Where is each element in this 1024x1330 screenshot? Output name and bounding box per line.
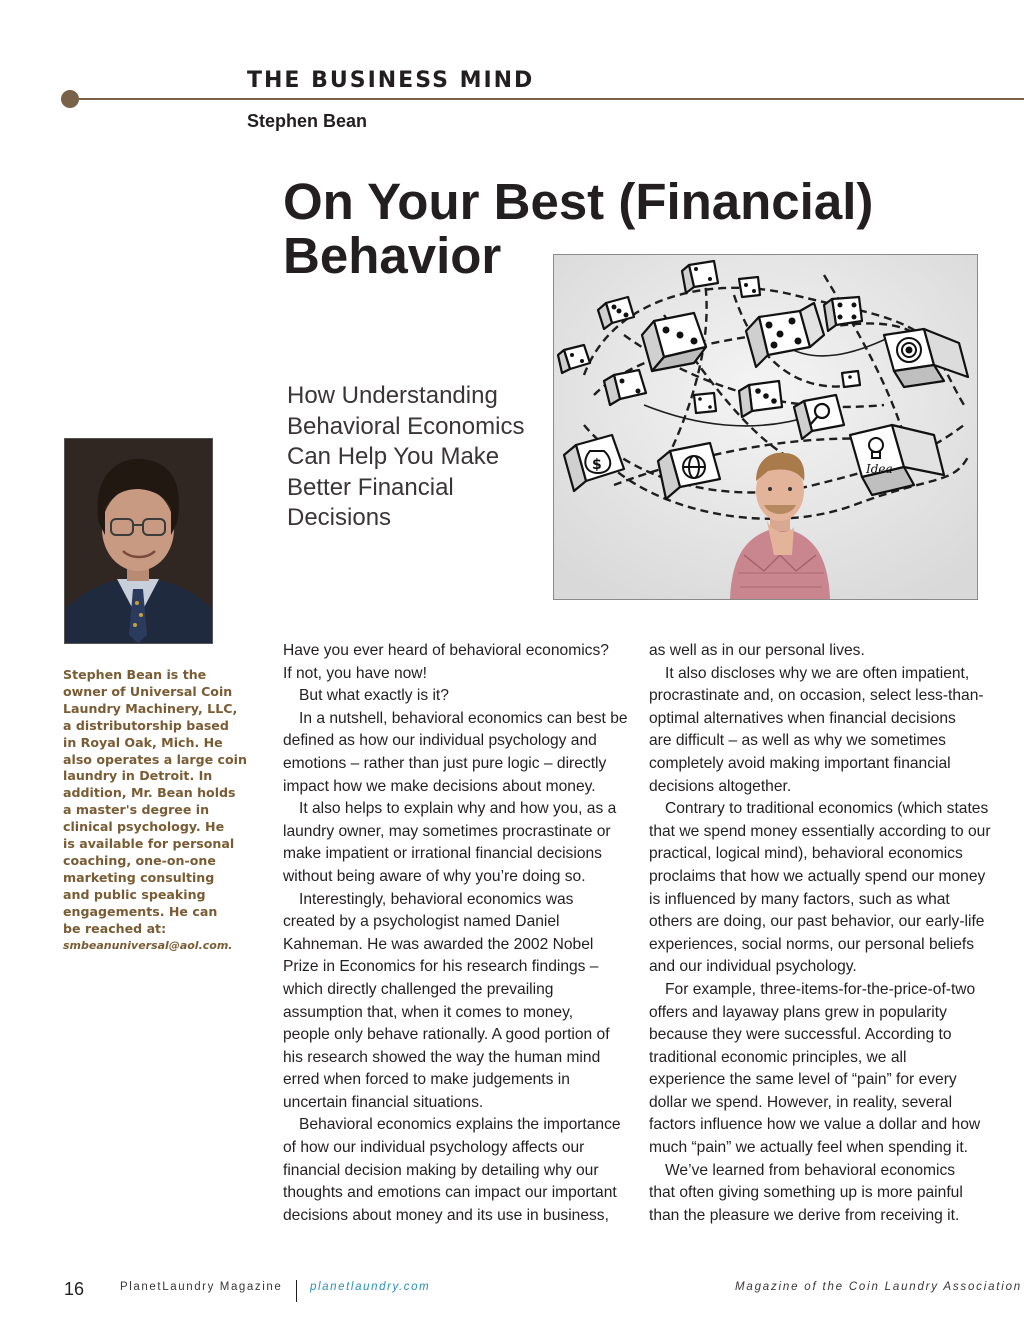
body-text-line: impact how we make decisions about money.: [283, 777, 596, 795]
body-text-line: because they were successful. According to: [649, 1026, 952, 1044]
bio-line: engagements. He can: [63, 903, 218, 919]
body-text-line: make impatient or irrational financial decisions: [283, 845, 602, 863]
author-photo: [64, 438, 213, 644]
body-text-line: But what exactly is it?: [299, 687, 449, 705]
subhead-line: How Understanding: [287, 382, 498, 409]
body-text-line: of how our individual psychology affects our: [283, 1139, 585, 1157]
section-title: THE BUSINESS MIND: [247, 68, 535, 93]
body-text-line: proclaims that how we actually spend our money: [649, 867, 986, 885]
body-text-line: If not, you have now!: [283, 664, 427, 682]
body-text-line: It also helps to explain why and how you, as a: [299, 800, 617, 818]
body-text-line: Behavioral economics explains the importance: [299, 1116, 621, 1134]
body-text-line: Contrary to traditional economics (which states: [665, 800, 989, 818]
body-text-line: which directly challenged the prevailing: [283, 980, 554, 998]
bio-line: Laundry Machinery, LLC,: [63, 700, 238, 716]
body-text-line: and our individual psychology.: [649, 958, 857, 976]
bio-line: coaching, one-on-one: [63, 852, 216, 868]
bio-line: laundry in Detroit. In: [63, 768, 213, 784]
body-text-line: uncertain financial situations.: [283, 1093, 484, 1111]
subhead-line: Decisions: [287, 504, 392, 531]
svg-text:$: $: [592, 457, 602, 473]
bio-line: is available for personal: [63, 836, 235, 852]
page-number: 16: [64, 1279, 85, 1299]
body-column-2: [649, 640, 989, 1227]
footer-association: Magazine of the Coin Laundry Association: [735, 1281, 1023, 1293]
illustration-idea-word: Idea: [866, 462, 893, 476]
bio-line: in Royal Oak, Mich. He: [63, 734, 223, 750]
body-text-line: completely avoid making important financial: [649, 754, 951, 772]
article-subhead: [287, 381, 547, 534]
author-email-link[interactable]: smbeanuniversal@aol.com.: [63, 938, 233, 952]
body-text-line: thoughts and emotions can impact our important: [283, 1184, 617, 1202]
body-text-line: others are doing, our past behavior, our early-life: [649, 913, 985, 931]
headline-line-2: Behavior: [283, 227, 502, 284]
footer-separator: [296, 1280, 297, 1302]
body-text-line: that often giving something up is more painful: [649, 1184, 963, 1202]
body-text-line: created by a psychologist named Daniel: [283, 913, 560, 931]
body-text-line: practical, logical mind), behavioral economics: [649, 845, 963, 863]
body-text-line: laundry owner, may sometimes procrastinate or: [283, 822, 611, 840]
subhead-line: Better Financial: [287, 473, 454, 501]
body-text-line: assumption that, when it comes to money,: [283, 1003, 574, 1021]
header-rule: [70, 98, 1024, 100]
author-name: Stephen Bean: [247, 111, 368, 131]
headline-line-1: On Your Best (Financial): [283, 173, 874, 230]
bio-line: marketing consulting: [63, 869, 215, 885]
body-text-line: We’ve learned from behavioral economics: [665, 1161, 956, 1179]
body-text-line: Have you ever heard of behavioral economics?: [283, 642, 609, 659]
header-rule-dot: [61, 90, 79, 108]
body-text-line: people only behave rationally. A good portion of: [283, 1026, 610, 1044]
body-text-line: than the pleasure we derive from receiving it.: [649, 1206, 960, 1224]
bio-line: a master's degree in: [63, 802, 210, 818]
body-text-line: It also discloses why we are often impatient,: [665, 664, 970, 682]
author-portrait-graphic: [65, 439, 212, 643]
bio-line: owner of Universal Coin: [63, 683, 233, 699]
body-text-line: experience the same level of “pain” for every: [649, 1071, 957, 1089]
body-text-line: Interestingly, behavioral economics was: [299, 890, 574, 908]
body-text-line: as well as in our personal lives.: [649, 642, 865, 659]
bio-line: a distributorship based: [63, 717, 229, 733]
body-text-line: procrastinate and, on occasion, select less-than-: [649, 687, 984, 705]
body-text-line: Prize in Economics for his research findings –: [283, 958, 599, 976]
article-illustration: [553, 254, 978, 600]
subhead-line: Can Help You Make: [287, 443, 500, 470]
bio-line: be reached at:: [63, 920, 167, 936]
body-text-line: emotions – rather than just pure logic – directly: [283, 754, 607, 772]
bio-line: and public speaking: [63, 886, 206, 902]
body-text-line: dollar we spend. However, in reality, several: [649, 1093, 953, 1111]
body-text-line: financial decision making by detailing why our: [283, 1161, 599, 1179]
bio-line: addition, Mr. Bean holds: [63, 785, 236, 801]
body-text-line: offers and layaway plans grew in popularity: [649, 1003, 947, 1021]
bio-line: Stephen Bean is the: [63, 667, 207, 682]
body-text-line: are difficult – as well as why we sometimes: [649, 732, 946, 750]
subhead-line: Behavioral Economics: [287, 412, 525, 440]
author-bio: [63, 667, 247, 954]
body-text-line: Kahneman. He was awarded the 2002 Nobel: [283, 935, 594, 953]
body-text-line: much “pain” we actually feel when spending it.: [649, 1139, 968, 1157]
body-text-line: defined as how our individual psychology and: [283, 732, 597, 750]
footer-magazine-name: PlanetLaundry Magazine: [120, 1281, 283, 1293]
body-text-line: experiences, social norms, our personal beliefs: [649, 935, 975, 953]
bio-line: clinical psychology. He: [63, 819, 225, 835]
body-text-line: is influenced by many factors, such as what: [649, 890, 950, 908]
body-text-line: For example, three-items-for-the-price-of-two: [665, 980, 976, 998]
body-text-line: factors influence how we value a dollar and how: [649, 1116, 981, 1134]
body-text-line: In a nutshell, behavioral economics can best be: [299, 709, 628, 727]
body-text-line: erred when forced to make judgements in: [283, 1071, 570, 1089]
body-text-line: decisions altogether.: [649, 777, 792, 795]
body-text-line: traditional economic principles, we all: [649, 1048, 907, 1066]
footer-url-link[interactable]: planetlaundry.com: [310, 1281, 431, 1293]
body-text-line: decisions about money and its use in business,: [283, 1206, 609, 1224]
dice-network-graphic: [554, 255, 977, 599]
body-column-1: [283, 640, 628, 1227]
body-text-line: that we spend money essentially according to our: [649, 822, 991, 840]
body-text-line: without being aware of why you’re doing so.: [283, 867, 586, 885]
body-text-line: his research showed the way the human mind: [283, 1048, 601, 1066]
bio-line: also operates a large coin: [63, 751, 247, 767]
body-text-line: optimal alternatives when financial decisions: [649, 709, 956, 727]
